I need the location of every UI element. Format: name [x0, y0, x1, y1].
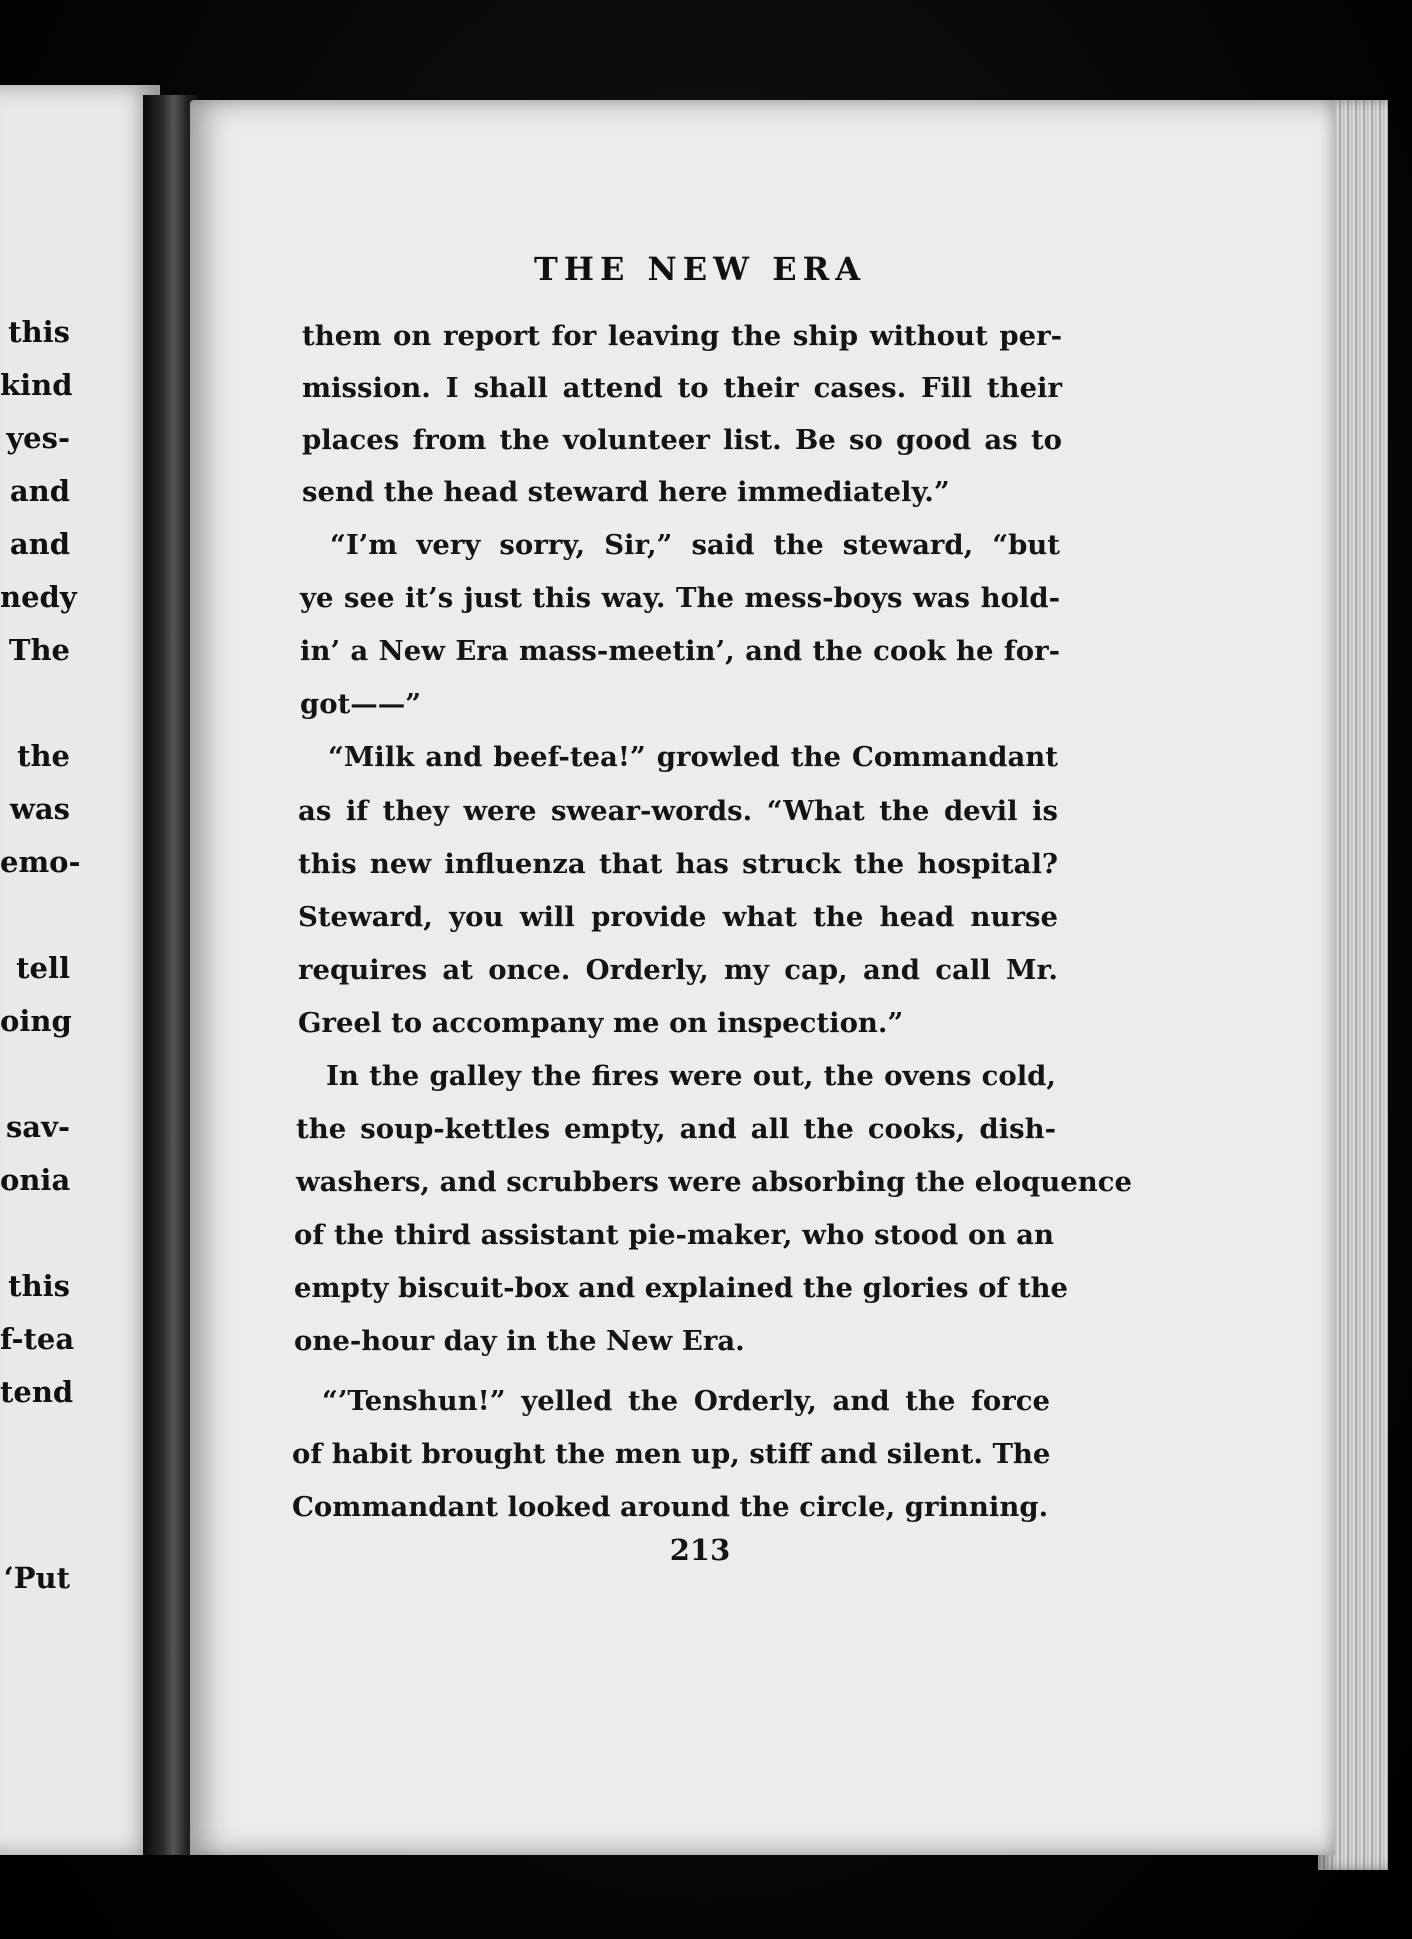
text-line: the soup-kettles empty, and all the cooks, dish-	[296, 1113, 1056, 1145]
facing-page-line: and	[9, 474, 70, 508]
facing-page-line: nedy	[0, 580, 77, 614]
facing-page-line: sav-	[5, 1110, 70, 1144]
running-head: THE NEW ERA	[533, 250, 867, 288]
facing-page-line: The	[8, 633, 70, 667]
facing-page-line: yes-	[6, 421, 70, 455]
facing-page-line: kind	[0, 368, 73, 402]
text-line: got——”	[300, 688, 422, 720]
facing-page-line: tend	[0, 1375, 74, 1409]
facing-page-fragment	[0, 85, 160, 1855]
facing-page-line: the	[17, 739, 70, 773]
facing-page-line: was	[9, 792, 70, 826]
facing-page-line: this	[8, 1269, 70, 1303]
text-line: them on report for leaving the ship without per-	[302, 320, 1062, 352]
text-line: places from the volunteer list. Be so good as to	[302, 424, 1062, 456]
text-line: Commandant looked around the circle, grinning.	[292, 1491, 1049, 1523]
facing-page-line: oing	[0, 1004, 72, 1038]
text-line: of the third assistant pie-maker, who stood on an	[294, 1219, 1054, 1251]
text-line: Greel to accompany me on inspection.”	[298, 1007, 904, 1039]
text-line: one-hour day in the New Era.	[294, 1325, 745, 1357]
text-line: Steward, you will provide what the head nurse	[298, 901, 1058, 933]
text-line: “I’m very sorry, Sir,” said the steward, “but	[330, 529, 1060, 561]
text-line: In the galley the fires were out, the ovens cold,	[326, 1060, 1056, 1092]
text-line: washers, and scrubbers were absorbing the eloquence	[296, 1166, 1132, 1198]
facing-page-line: f-tea	[0, 1322, 75, 1356]
text-line: this new influenza that has struck the hospital?	[298, 848, 1058, 880]
facing-page-line: tell	[16, 951, 70, 985]
facing-page-line: onia	[0, 1163, 71, 1197]
facing-page-line: emo-	[0, 845, 81, 879]
facing-page-line: ‘Put	[3, 1561, 70, 1595]
text-line: as if they were swear-words. “What the devil is	[298, 795, 1058, 827]
text-line: ye see it’s just this way. The mess-boys was hold-	[300, 582, 1060, 614]
text-line: send the head steward here immediately.”	[302, 476, 950, 508]
text-line: empty biscuit-box and explained the glories of the	[294, 1272, 1069, 1304]
text-line: “’Tenshun!” yelled the Orderly, and the force	[322, 1385, 1050, 1417]
text-line: requires at once. Orderly, my cap, and call Mr.	[298, 954, 1058, 986]
facing-page-line: this	[8, 315, 70, 349]
text-line: “Milk and beef-tea!” growled the Commandant	[328, 741, 1058, 773]
text-line: mission. I shall attend to their cases. Fill their	[302, 372, 1062, 404]
page-number: 213	[669, 1533, 731, 1567]
facing-page-line: and	[9, 527, 70, 561]
text-line: in’ a New Era mass-meetin’, and the cook he for-	[300, 635, 1060, 667]
text-line: of habit brought the men up, stiff and silent. The	[292, 1438, 1051, 1470]
